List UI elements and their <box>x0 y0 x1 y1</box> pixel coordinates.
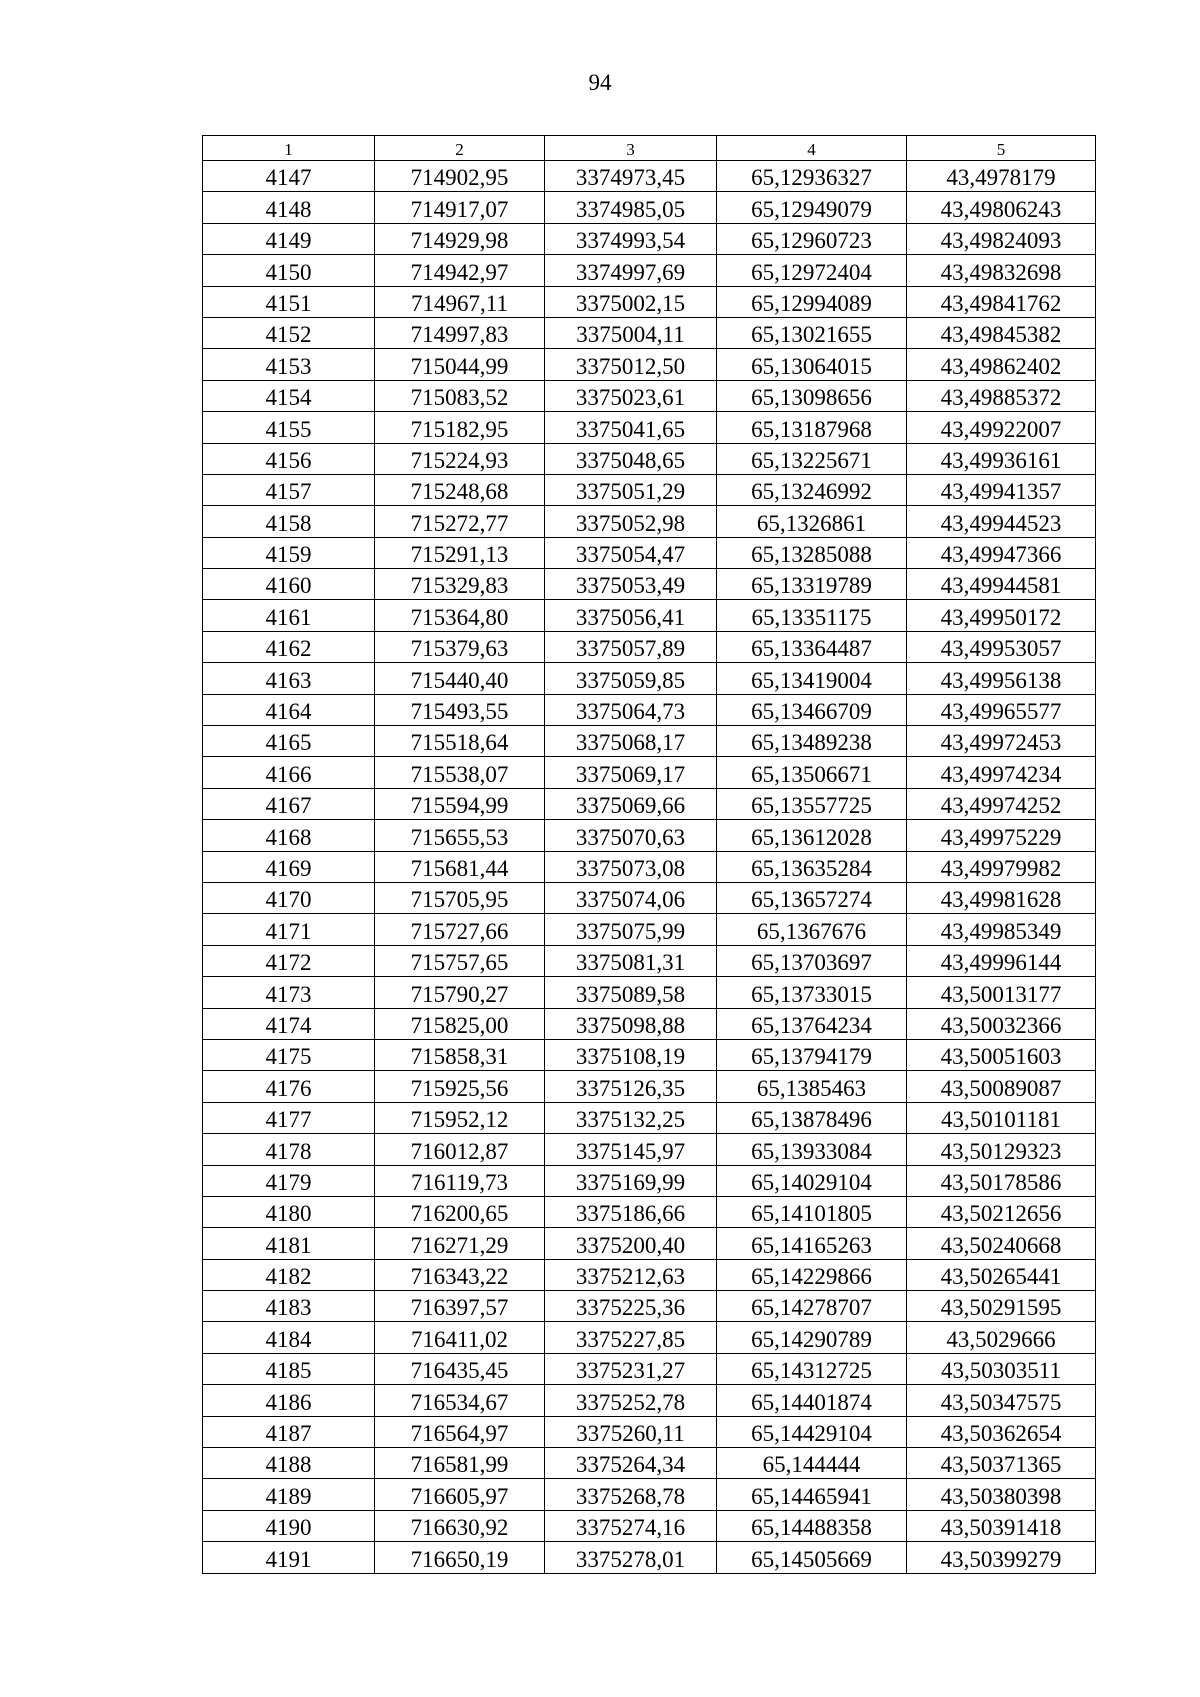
table-cell-col-4: 65,13351175 <box>717 600 907 631</box>
table-cell-col-1: 4187 <box>203 1416 375 1447</box>
table-cell-col-5: 43,50032366 <box>907 1008 1096 1039</box>
table-cell-col-3: 3375064,73 <box>545 694 717 725</box>
table-cell-col-2: 715083,52 <box>375 380 545 411</box>
table-cell-col-2: 716271,29 <box>375 1228 545 1259</box>
table-cell-col-3: 3375126,35 <box>545 1071 717 1102</box>
table-cell-col-5: 43,49824093 <box>907 223 1096 254</box>
table-row <box>203 1102 1096 1133</box>
table-cell-col-3: 3375070,63 <box>545 820 717 851</box>
table-cell-col-4: 65,13098656 <box>717 380 907 411</box>
table-cell-col-4: 65,13733015 <box>717 977 907 1008</box>
table-cell-col-2: 715329,83 <box>375 569 545 600</box>
table-cell-col-3: 3375054,47 <box>545 537 717 568</box>
table-cell-col-3: 3375002,15 <box>545 286 717 317</box>
table-row <box>203 757 1096 788</box>
table-row <box>203 631 1096 662</box>
table-cell-col-2: 715705,95 <box>375 882 545 913</box>
table-row <box>203 1322 1096 1353</box>
table-cell-col-2: 715655,53 <box>375 820 545 851</box>
table-cell-col-2: 715440,40 <box>375 663 545 694</box>
table-cell-col-1: 4169 <box>203 851 375 882</box>
table-cell-col-2: 716564,97 <box>375 1416 545 1447</box>
table-row <box>203 1228 1096 1259</box>
table-cell-col-1: 4183 <box>203 1291 375 1322</box>
table-cell-col-1: 4170 <box>203 882 375 913</box>
table-row <box>203 1165 1096 1196</box>
table-row <box>203 1385 1096 1416</box>
table-cell-col-2: 715493,55 <box>375 694 545 725</box>
table-cell-col-2: 716119,73 <box>375 1165 545 1196</box>
table-cell-col-3: 3375075,99 <box>545 914 717 945</box>
table-cell-col-5: 43,50051603 <box>907 1039 1096 1070</box>
table-cell-col-5: 43,49979982 <box>907 851 1096 882</box>
table-cell-col-5: 43,49845382 <box>907 317 1096 348</box>
table-cell-col-1: 4164 <box>203 694 375 725</box>
table-row <box>203 286 1096 317</box>
table-cell-col-5: 43,49947366 <box>907 537 1096 568</box>
table-cell-col-4: 65,13364487 <box>717 631 907 662</box>
table-cell-col-1: 4173 <box>203 977 375 1008</box>
table-cell-col-5: 43,50129323 <box>907 1134 1096 1165</box>
table-cell-col-2: 715182,95 <box>375 412 545 443</box>
table-cell-col-5: 43,49885372 <box>907 380 1096 411</box>
table-cell-col-2: 716630,92 <box>375 1510 545 1541</box>
table-cell-col-3: 3375051,29 <box>545 474 717 505</box>
table-cell-col-3: 3375145,97 <box>545 1134 717 1165</box>
table-cell-col-1: 4158 <box>203 506 375 537</box>
table-cell-col-5: 43,49922007 <box>907 412 1096 443</box>
table-row <box>203 537 1096 568</box>
table-cell-col-4: 65,12972404 <box>717 255 907 286</box>
table-cell-col-2: 714967,11 <box>375 286 545 317</box>
table-cell-col-3: 3375225,36 <box>545 1291 717 1322</box>
table-cell-col-3: 3375186,66 <box>545 1196 717 1227</box>
table-cell-col-4: 65,12936327 <box>717 161 907 192</box>
table-cell-col-3: 3375073,08 <box>545 851 717 882</box>
table-cell-col-2: 716397,57 <box>375 1291 545 1322</box>
page-number: 94 <box>588 70 612 95</box>
table-row <box>203 317 1096 348</box>
table-cell-col-3: 3375260,11 <box>545 1416 717 1447</box>
table-cell-col-4: 65,14401874 <box>717 1385 907 1416</box>
table-cell-col-1: 4171 <box>203 914 375 945</box>
table-cell-col-4: 65,14101805 <box>717 1196 907 1227</box>
table-cell-col-5: 43,49985349 <box>907 914 1096 945</box>
table-cell-col-5: 43,50178586 <box>907 1165 1096 1196</box>
table-cell-col-5: 43,49832698 <box>907 255 1096 286</box>
table-cell-col-5: 43,49974252 <box>907 788 1096 819</box>
table-cell-col-4: 65,14488358 <box>717 1510 907 1541</box>
table-cell-col-4: 65,14312725 <box>717 1353 907 1384</box>
table-cell-col-4: 65,14029104 <box>717 1165 907 1196</box>
table-cell-col-4: 65,13419004 <box>717 663 907 694</box>
table-cell-col-4: 65,13933084 <box>717 1134 907 1165</box>
table-cell-col-2: 715291,13 <box>375 537 545 568</box>
table-cell-col-5: 43,50362654 <box>907 1416 1096 1447</box>
table-cell-col-4: 65,14229866 <box>717 1259 907 1290</box>
table-cell-col-3: 3375004,11 <box>545 317 717 348</box>
table-cell-col-1: 4172 <box>203 945 375 976</box>
table-cell-col-1: 4152 <box>203 317 375 348</box>
table-cell-col-5: 43,49841762 <box>907 286 1096 317</box>
table-cell-col-1: 4154 <box>203 380 375 411</box>
table-cell-col-5: 43,49972453 <box>907 726 1096 757</box>
table-row <box>203 1259 1096 1290</box>
table-cell-col-3: 3375274,16 <box>545 1510 717 1541</box>
table-row <box>203 1510 1096 1541</box>
table-row <box>203 192 1096 223</box>
table-cell-col-1: 4180 <box>203 1196 375 1227</box>
table-cell-col-4: 65,13764234 <box>717 1008 907 1039</box>
table-cell-col-5: 43,49975229 <box>907 820 1096 851</box>
table-cell-col-1: 4190 <box>203 1510 375 1541</box>
table-cell-col-3: 3375108,19 <box>545 1039 717 1070</box>
table-cell-col-4: 65,1385463 <box>717 1071 907 1102</box>
table-cell-col-1: 4148 <box>203 192 375 223</box>
table-cell-col-2: 715925,56 <box>375 1071 545 1102</box>
table-cell-col-4: 65,13319789 <box>717 569 907 600</box>
table-row <box>203 443 1096 474</box>
table-cell-col-3: 3374973,45 <box>545 161 717 192</box>
table-cell-col-3: 3375098,88 <box>545 1008 717 1039</box>
table-cell-col-4: 65,13225671 <box>717 443 907 474</box>
table-cell-col-4: 65,13285088 <box>717 537 907 568</box>
table-cell-col-5: 43,50303511 <box>907 1353 1096 1384</box>
table-cell-col-3: 3375041,65 <box>545 412 717 443</box>
table-cell-col-1: 4166 <box>203 757 375 788</box>
table-cell-col-2: 715538,07 <box>375 757 545 788</box>
table-cell-col-5: 43,50347575 <box>907 1385 1096 1416</box>
table-cell-col-4: 65,14278707 <box>717 1291 907 1322</box>
table-cell-col-5: 43,49996144 <box>907 945 1096 976</box>
table-cell-col-1: 4161 <box>203 600 375 631</box>
table-cell-col-2: 716534,67 <box>375 1385 545 1416</box>
table-cell-col-1: 4160 <box>203 569 375 600</box>
table-cell-col-3: 3375268,78 <box>545 1479 717 1510</box>
table-row <box>203 1196 1096 1227</box>
table-cell-col-4: 65,13612028 <box>717 820 907 851</box>
table-cell-col-2: 716200,65 <box>375 1196 545 1227</box>
table-cell-col-1: 4175 <box>203 1039 375 1070</box>
table-row <box>203 506 1096 537</box>
table-cell-col-3: 3375012,50 <box>545 349 717 380</box>
table-cell-col-1: 4178 <box>203 1134 375 1165</box>
column-header-2: 2 <box>375 136 545 161</box>
table-cell-col-4: 65,13187968 <box>717 412 907 443</box>
table-cell-col-3: 3375053,49 <box>545 569 717 600</box>
table-cell-col-3: 3375069,66 <box>545 788 717 819</box>
table-cell-col-1: 4150 <box>203 255 375 286</box>
table-cell-col-4: 65,14429104 <box>717 1416 907 1447</box>
table-cell-col-4: 65,12994089 <box>717 286 907 317</box>
column-header-3: 3 <box>545 136 717 161</box>
table-cell-col-5: 43,50101181 <box>907 1102 1096 1133</box>
table-row <box>203 412 1096 443</box>
table-cell-col-2: 715044,99 <box>375 349 545 380</box>
table-cell-col-1: 4165 <box>203 726 375 757</box>
table-row <box>203 820 1096 851</box>
table-cell-col-2: 715272,77 <box>375 506 545 537</box>
table-cell-col-3: 3375056,41 <box>545 600 717 631</box>
table-cell-col-5: 43,50212656 <box>907 1196 1096 1227</box>
table-row <box>203 1353 1096 1384</box>
table-row <box>203 1291 1096 1322</box>
table-cell-col-1: 4147 <box>203 161 375 192</box>
table-cell-col-1: 4167 <box>203 788 375 819</box>
table-cell-col-3: 3375264,34 <box>545 1448 717 1479</box>
table-cell-col-5: 43,49944523 <box>907 506 1096 537</box>
table-cell-col-4: 65,13557725 <box>717 788 907 819</box>
table-row <box>203 663 1096 694</box>
table-header-row <box>203 136 1096 161</box>
table-row <box>203 1134 1096 1165</box>
table-cell-col-1: 4179 <box>203 1165 375 1196</box>
table-cell-col-3: 3375231,27 <box>545 1353 717 1384</box>
table-cell-col-2: 715594,99 <box>375 788 545 819</box>
table-cell-col-2: 716343,22 <box>375 1259 545 1290</box>
table-row <box>203 474 1096 505</box>
table-cell-col-4: 65,14290789 <box>717 1322 907 1353</box>
table-row <box>203 882 1096 913</box>
table-cell-col-4: 65,12960723 <box>717 223 907 254</box>
table-cell-col-2: 714902,95 <box>375 161 545 192</box>
table-cell-col-1: 4157 <box>203 474 375 505</box>
table-row <box>203 726 1096 757</box>
table-cell-col-4: 65,13489238 <box>717 726 907 757</box>
table-cell-col-2: 714929,98 <box>375 223 545 254</box>
table-cell-col-4: 65,13021655 <box>717 317 907 348</box>
table-cell-col-2: 715790,27 <box>375 977 545 1008</box>
table-cell-col-5: 43,50265441 <box>907 1259 1096 1290</box>
table-cell-col-4: 65,13466709 <box>717 694 907 725</box>
table-row <box>203 223 1096 254</box>
table-cell-col-2: 715248,68 <box>375 474 545 505</box>
table-cell-col-2: 716650,19 <box>375 1542 545 1573</box>
column-header-5: 5 <box>907 136 1096 161</box>
table-cell-col-5: 43,49956138 <box>907 663 1096 694</box>
table-row <box>203 161 1096 192</box>
table-row <box>203 380 1096 411</box>
table-cell-col-3: 3375212,63 <box>545 1259 717 1290</box>
table-cell-col-4: 65,12949079 <box>717 192 907 223</box>
table-cell-col-5: 43,49974234 <box>907 757 1096 788</box>
table-cell-col-2: 715952,12 <box>375 1102 545 1133</box>
table-cell-col-3: 3375059,85 <box>545 663 717 694</box>
table-cell-col-2: 715681,44 <box>375 851 545 882</box>
table-cell-col-3: 3375252,78 <box>545 1385 717 1416</box>
table-cell-col-5: 43,5029666 <box>907 1322 1096 1353</box>
table-cell-col-5: 43,50089087 <box>907 1071 1096 1102</box>
table-cell-col-3: 3375048,65 <box>545 443 717 474</box>
table-cell-col-1: 4162 <box>203 631 375 662</box>
table-body <box>203 161 1096 1574</box>
table-cell-col-3: 3375081,31 <box>545 945 717 976</box>
table-row <box>203 1071 1096 1102</box>
table-row <box>203 349 1096 380</box>
table-cell-col-4: 65,14465941 <box>717 1479 907 1510</box>
table-cell-col-1: 4151 <box>203 286 375 317</box>
table-cell-col-4: 65,1367676 <box>717 914 907 945</box>
table-cell-col-3: 3375057,89 <box>545 631 717 662</box>
table-cell-col-2: 714917,07 <box>375 192 545 223</box>
table-cell-col-2: 715727,66 <box>375 914 545 945</box>
column-header-1: 1 <box>203 136 375 161</box>
table-cell-col-2: 716411,02 <box>375 1322 545 1353</box>
table-cell-col-2: 714997,83 <box>375 317 545 348</box>
table-cell-col-2: 715224,93 <box>375 443 545 474</box>
table-cell-col-1: 4188 <box>203 1448 375 1479</box>
table-cell-col-3: 3374997,69 <box>545 255 717 286</box>
table-cell-col-5: 43,50371365 <box>907 1448 1096 1479</box>
table-cell-col-2: 715825,00 <box>375 1008 545 1039</box>
table-cell-col-4: 65,13878496 <box>717 1102 907 1133</box>
table-cell-col-5: 43,49806243 <box>907 192 1096 223</box>
table-cell-col-4: 65,144444 <box>717 1448 907 1479</box>
table-cell-col-1: 4149 <box>203 223 375 254</box>
table-cell-col-2: 715858,31 <box>375 1039 545 1070</box>
table-cell-col-2: 715364,80 <box>375 600 545 631</box>
table-cell-col-1: 4182 <box>203 1259 375 1290</box>
table-cell-col-1: 4159 <box>203 537 375 568</box>
table-cell-col-2: 715757,65 <box>375 945 545 976</box>
table-row <box>203 600 1096 631</box>
table-cell-col-3: 3374985,05 <box>545 192 717 223</box>
table-cell-col-4: 65,13506671 <box>717 757 907 788</box>
table-cell-col-1: 4191 <box>203 1542 375 1573</box>
table-cell-col-2: 716605,97 <box>375 1479 545 1510</box>
table-cell-col-1: 4177 <box>203 1102 375 1133</box>
table-cell-col-4: 65,13657274 <box>717 882 907 913</box>
table-cell-col-4: 65,13064015 <box>717 349 907 380</box>
table-cell-col-1: 4163 <box>203 663 375 694</box>
table-cell-col-3: 3375068,17 <box>545 726 717 757</box>
table-cell-col-2: 715518,64 <box>375 726 545 757</box>
table-cell-col-5: 43,49941357 <box>907 474 1096 505</box>
table-cell-col-5: 43,50399279 <box>907 1542 1096 1573</box>
table-cell-col-5: 43,49936161 <box>907 443 1096 474</box>
table-cell-col-4: 65,13703697 <box>717 945 907 976</box>
table-cell-col-5: 43,49981628 <box>907 882 1096 913</box>
table-cell-col-1: 4189 <box>203 1479 375 1510</box>
table-cell-col-4: 65,14165263 <box>717 1228 907 1259</box>
table-cell-col-5: 43,49944581 <box>907 569 1096 600</box>
table-cell-col-3: 3375023,61 <box>545 380 717 411</box>
table-cell-col-4: 65,14505669 <box>717 1542 907 1573</box>
table-cell-col-5: 43,50240668 <box>907 1228 1096 1259</box>
table-row <box>203 851 1096 882</box>
table-cell-col-3: 3375200,40 <box>545 1228 717 1259</box>
column-header-4: 4 <box>717 136 907 161</box>
table-row <box>203 945 1096 976</box>
table-cell-col-1: 4155 <box>203 412 375 443</box>
table-cell-col-1: 4174 <box>203 1008 375 1039</box>
table-cell-col-3: 3375227,85 <box>545 1322 717 1353</box>
table-cell-col-2: 714942,97 <box>375 255 545 286</box>
table-cell-col-1: 4186 <box>203 1385 375 1416</box>
table-cell-col-3: 3375132,25 <box>545 1102 717 1133</box>
table-cell-col-3: 3375278,01 <box>545 1542 717 1573</box>
table-cell-col-2: 716581,99 <box>375 1448 545 1479</box>
table-cell-col-5: 43,4978179 <box>907 161 1096 192</box>
table-row <box>203 977 1096 1008</box>
table-cell-col-4: 65,13246992 <box>717 474 907 505</box>
table-cell-col-1: 4181 <box>203 1228 375 1259</box>
table-cell-col-1: 4176 <box>203 1071 375 1102</box>
table-cell-col-1: 4185 <box>203 1353 375 1384</box>
table-cell-col-4: 65,13794179 <box>717 1039 907 1070</box>
table-cell-col-3: 3375069,17 <box>545 757 717 788</box>
table-cell-col-3: 3375052,98 <box>545 506 717 537</box>
table-cell-col-5: 43,49965577 <box>907 694 1096 725</box>
table-cell-col-1: 4153 <box>203 349 375 380</box>
table-cell-col-2: 716435,45 <box>375 1353 545 1384</box>
table-cell-col-5: 43,50013177 <box>907 977 1096 1008</box>
table-row <box>203 1416 1096 1447</box>
table-cell-col-5: 43,50291595 <box>907 1291 1096 1322</box>
table-row <box>203 788 1096 819</box>
table-cell-col-5: 43,49953057 <box>907 631 1096 662</box>
table-cell-col-3: 3374993,54 <box>545 223 717 254</box>
table-cell-col-5: 43,49862402 <box>907 349 1096 380</box>
table-row <box>203 694 1096 725</box>
table-cell-col-3: 3375089,58 <box>545 977 717 1008</box>
table-row <box>203 255 1096 286</box>
table-cell-col-2: 715379,63 <box>375 631 545 662</box>
table-row <box>203 1039 1096 1070</box>
table-cell-col-1: 4184 <box>203 1322 375 1353</box>
table-row <box>203 1479 1096 1510</box>
table-cell-col-5: 43,50380398 <box>907 1479 1096 1510</box>
coordinates-table <box>202 135 1096 1574</box>
table-row <box>203 914 1096 945</box>
table-cell-col-3: 3375074,06 <box>545 882 717 913</box>
table-cell-col-1: 4168 <box>203 820 375 851</box>
table-row <box>203 569 1096 600</box>
table-cell-col-5: 43,50391418 <box>907 1510 1096 1541</box>
table-cell-col-3: 3375169,99 <box>545 1165 717 1196</box>
table-cell-col-4: 65,1326861 <box>717 506 907 537</box>
table-cell-col-1: 4156 <box>203 443 375 474</box>
table-row <box>203 1542 1096 1573</box>
table-cell-col-4: 65,13635284 <box>717 851 907 882</box>
table-cell-col-5: 43,49950172 <box>907 600 1096 631</box>
table-cell-col-2: 716012,87 <box>375 1134 545 1165</box>
table-row <box>203 1008 1096 1039</box>
table-row <box>203 1448 1096 1479</box>
